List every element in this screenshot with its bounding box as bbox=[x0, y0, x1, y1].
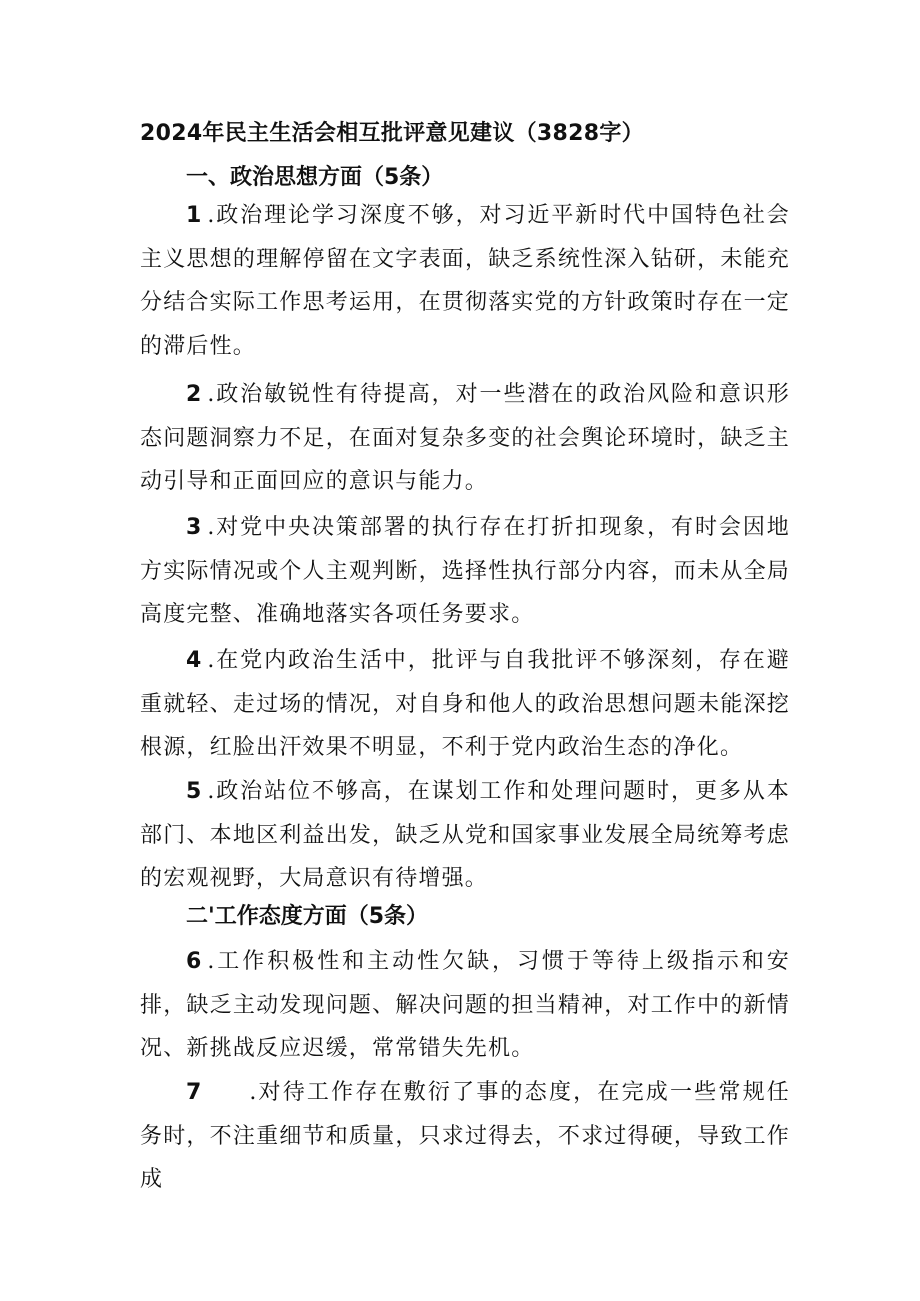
item-number: 4 bbox=[186, 648, 208, 673]
item-text: .政治站位不够高，在谋划工作和处理问题时，更多从本部门、本地区利益出发，缺乏从党和国家事业发展全局统筹考虑的宏观视野，大局意识有待增强。 bbox=[140, 779, 790, 891]
document-title: 2024年民主生活会相互批评意见建议（3828字） bbox=[140, 121, 644, 146]
item-number: 6 bbox=[186, 949, 208, 974]
item-number: 2 bbox=[186, 382, 208, 407]
item-text: .政治理论学习深度不够，对习近平新时代中国特色社会主义思想的理解停留在文字表面，缺乏系统性深入钻研，未能充分结合实际工作思考运用，在贯彻落实党的方针政策时存在一定的滞后性。 bbox=[140, 203, 790, 359]
item-text: .工作积极性和主动性欠缺，习惯于等待上级指示和安排，缺乏主动发现问题、解决问题的担当精神，对工作中的新情况、新挑战反应迟缓，常常错失先机。 bbox=[140, 949, 790, 1061]
item-number: 5 bbox=[186, 779, 208, 804]
item-number: 7 bbox=[186, 1080, 250, 1105]
list-item bbox=[140, 770, 790, 901]
item-text: .对待工作存在敷衍了事的态度，在完成一些常规任务时，不注重细节和质量，只求过得去，不求过得硬，导致工作成 bbox=[140, 1080, 790, 1192]
section-heading-work-attitude: 二'工作态度方面（5条） bbox=[186, 904, 429, 929]
item-number: 3 bbox=[186, 515, 208, 540]
list-item bbox=[140, 940, 790, 1071]
list-item bbox=[140, 373, 790, 504]
item-text: .对党中央决策部署的执行存在打折扣现象，有时会因地方实际情况或个人主观判断，选择性执行部分内容，而未从全局高度完整、准确地落实各项任务要求。 bbox=[140, 515, 790, 627]
list-item bbox=[140, 194, 790, 368]
list-item bbox=[140, 639, 790, 770]
item-text: .政治敏锐性有待提高，对一些潜在的政治风险和意识形态问题洞察力不足，在面对复杂多变的社会舆论环境时，缺乏主动引导和正面回应的意识与能力。 bbox=[140, 382, 790, 494]
item-number: 1 bbox=[186, 203, 208, 228]
list-item bbox=[140, 506, 790, 637]
list-item bbox=[140, 1071, 790, 1202]
section-heading-political: 一、政治思想方面（5条） bbox=[186, 165, 444, 190]
item-text: .在党内政治生活中，批评与自我批评不够深刻，存在避重就轻、走过场的情况，对自身和他人的政治思想问题未能深挖根源，红脸出汗效果不明显，不利于党内政治生态的净化。 bbox=[140, 648, 790, 760]
